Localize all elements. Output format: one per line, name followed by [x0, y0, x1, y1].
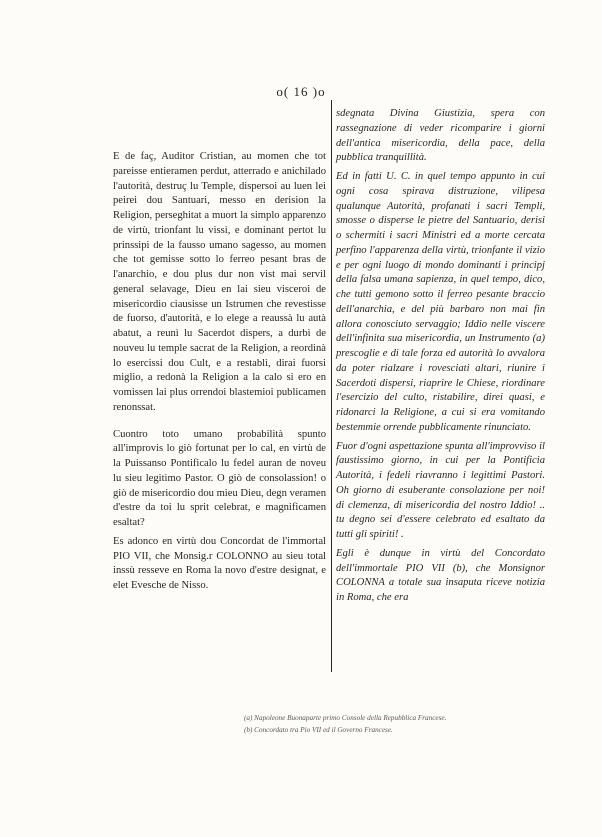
right-paragraph-4: Egli è dunque in virtù del Concordato dell'immortale PIO VII (b), che Monsignor COLONNA a totale sua insaputa riceve notizia in Roma, che era [336, 547, 545, 603]
column-divider [331, 100, 332, 672]
footnote-a: (a) Napoleone Buonaparte primo Console della Repubblica Francese. [244, 714, 447, 722]
right-paragraph-2: Ed in fatti U. C. in quel tempo appunto in cui ogni cosa spirava distruzione, vilipesa qualunque Autorità, profanati i sacri Templi, smosse o disperse le pietre del Santuario, derisi o schermiti i sacri Ministri ed a morte cercata perfino l'apparenza della virtù, trionfante il vizio e per ogni luogo di mondo dominanti i principj della falsa umana sapienza, in quel tempo, dico, che tutti gemono sotto il ferreo pesante braccio dell'anarchia, e del più barbaro non mai fin allora conosciuto servaggio; Iddio nelle viscere dell'infinita sua misericordia, un Instrumento (a) prescoglie e di tale forza ed autorità lo avvalora da poter rialzare i rovesciati altari, riunire i Sacerdoti dispersi, riaprire le Chiese, riordinare l'esercizio del culto, ristabilire, direi quasi, e ridonarci la Religione, a cui si era vomitando bestemmie orrende pubblicamente rinunciato. [336, 171, 545, 433]
left-paragraph-3: Es adonco en virtù dou Concordat de l'immortal PIO VII, che Monsig.r COLONNO au sieu total inssù resseve en Roma la novo d'estre designat, e elet Evesche de Nisso. [113, 535, 326, 591]
right-column-italian [336, 107, 545, 606]
footnotes [244, 712, 544, 736]
right-paragraph-1: sdegnata Divina Giustizia, spera con rassegnazione di veder ricomparire i giorni dell'antica misericordia, della pace, della pubblica tranquillità. [336, 108, 545, 164]
left-column-provencal [113, 150, 326, 594]
footnote-b: (b) Concordato tra Pio VII ed il Governo Francese. [244, 726, 393, 734]
page-number: o( 16 )o [276, 84, 326, 99]
left-paragraph-1: E de faç, Auditor Cristian, au momen che tot pareisse entieramen perdut, atterrado e anichilado l'autorità, destruç lu Temple, dispersoi au luen lei peirei dou Santuari, messo en derision la Religion, perseghitat a muort la simplo apparenzo de virtù, trionfant lu vissi, e dominant pertot lu prinssipi de la fausso umano sagesso, au momen che tot gemisse sotto lo ferreo pesant bras de l'anarchio, e dou plus dur non vist mai servil general selavage, Dieu en lai sieu visceroi de misericordio ciausisse un Istrumen che revestisse de fuorso, d'autorità, e lo elege a reaussà lu autà abatut, a reunì lu Sacerdot dispers, a durbì de nouveu lu temple sacrat de la Religion, a reordinà lo esercissi dou Cult, e a restablì, dirai fuorsi miglio, a redonà la Religion a la calo si ero en vomissen lai plus orrendoi blastemioi publicamen renonssat. [113, 151, 326, 413]
left-paragraph-2: Cuontro toto umano probabilità spunto all'improvis lo giò fortunat per lo cal, en virtù de la Puissanso Pontificalo lu fedel auran de noveu lu sieu legitimo Pastor. O giò de consolassion! o giò de misericordio dou mieu Dieu, degn veramen d'estre da toi lu sprit celebrat, e magnificamen esaltat? [113, 428, 326, 528]
right-paragraph-3: Fuor d'ogni aspettazione spunta all'improvviso il faustissimo giorno, in cui per la Pontificia Autorità, i fedeli riavranno i legittimi Pastori. Oh giorno di esuberante consolazione per noi! di clemenza, di misericordia del nostro Iddio! .. tu degno sei d'essere celebrato ed esaltato da tutti gli spiriti! . [336, 440, 545, 540]
